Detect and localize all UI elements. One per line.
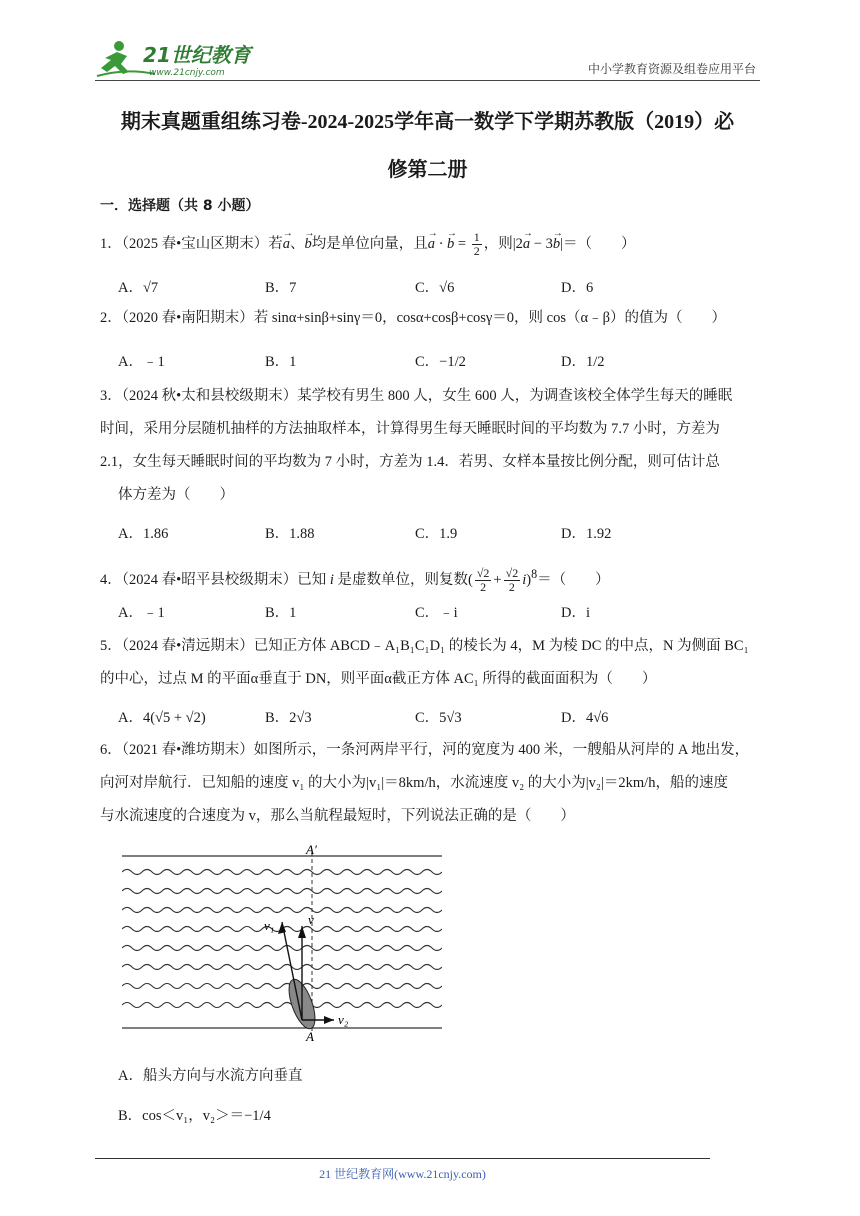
q2-option-c[interactable]: C．−1/2 — [415, 354, 466, 370]
river-diagram — [122, 842, 442, 1042]
label-a: A — [306, 1029, 314, 1042]
q5-line-2: 的中心，过点 M 的平面α垂直于 DN，则平面α截正方体 AC₁ 所得的截面面积为（ ） — [100, 671, 657, 687]
question-3 — [100, 380, 760, 512]
q4-stem-end: ＝（ ） — [537, 571, 610, 588]
q1-option-d[interactable]: D．6 — [561, 280, 594, 296]
fraction-half: $\frac{1}{2}$ — [473, 230, 480, 259]
wave-line — [122, 946, 442, 951]
wave-line — [122, 870, 442, 875]
wave-line — [122, 965, 442, 970]
q1-option-b[interactable]: B．7 — [265, 280, 297, 296]
page-title-line2: 修第二册 — [387, 159, 468, 181]
question-6 — [100, 734, 760, 833]
q6-option-a[interactable]: A．船头方向与水流方向垂直 — [118, 1068, 303, 1084]
q1-option-c[interactable]: C．√6 — [415, 280, 455, 296]
q6-option-b[interactable]: B．cos＜v₁，v₂＞＝−1/4 — [118, 1108, 271, 1124]
q1-option-a[interactable]: A．√7 — [118, 280, 159, 296]
label-v1: v₁ — [264, 918, 275, 933]
site-logo — [95, 38, 265, 82]
footer-divider — [95, 1158, 710, 1159]
question-4: 4．（2024 春•昭平县校级期末）已知 i 是虚数单位，则复数( $\frac{√2}{2}$ + $\frac{√2}{2}$ i)$^8$＝（ ） — [100, 566, 610, 594]
q2-option-b[interactable]: B．1 — [265, 354, 297, 370]
q6-line-1: 6．（2021 春•潍坊期末）如图所示，一条河两岸平行，河的宽度为 400 米，一艘船从河岸的 A 地出发， — [100, 742, 750, 758]
wave-line — [122, 984, 442, 989]
q5-option-c[interactable]: C．5√3 — [415, 710, 462, 726]
q5-options — [118, 706, 718, 730]
svg-text:21世纪教育: 21世纪教育 — [143, 43, 251, 67]
page-header — [95, 38, 760, 82]
q2-options — [118, 350, 718, 374]
q1-stem-mid: 均是单位向量，且 — [311, 236, 428, 252]
wave-line — [122, 1003, 442, 1008]
water-waves — [122, 870, 442, 1008]
q5-option-a[interactable]: A．4(√5 + √2) — [118, 710, 206, 726]
q6-option-a-row — [118, 1064, 718, 1088]
q1-stem-pre: 1．（2025 春•宝山区期末）若 — [100, 236, 283, 252]
q5-option-b[interactable]: B．2√3 — [265, 710, 312, 726]
svg-text:www.21cnjy.com: www.21cnjy.com — [149, 68, 225, 78]
q3-options — [118, 522, 718, 546]
label-a-prime: A′ — [306, 842, 317, 857]
q3-option-b[interactable]: B．1.88 — [265, 526, 315, 542]
question-2: 2．（2020 春•南阳期末）若 sinα+sinβ+sinγ＝0，cosα+cosβ+cosγ＝0，则 cos（α﹣β）的值为（ ） — [100, 310, 726, 326]
q4-stem-pre: 4．（2024 春•昭平县校级期末）已知 — [100, 571, 330, 588]
question-5 — [100, 630, 760, 696]
section-heading: 一．选择题（共 8 小题） — [100, 198, 260, 214]
q4-option-d[interactable]: D．i — [561, 605, 590, 621]
page-title-line1: 期末真题重组练习卷-2024-2025学年高一数学下学期苏教版（2019）必 — [120, 111, 735, 133]
vec-b: → b — [304, 228, 311, 261]
q4-stem-post: 是虚数单位，则复数 — [333, 571, 468, 588]
header-divider — [95, 80, 760, 81]
q4-option-c[interactable]: C．﹣i — [415, 605, 458, 621]
wave-line — [122, 908, 442, 913]
q3-option-c[interactable]: C．1.9 — [415, 526, 458, 542]
q1-options — [118, 276, 718, 300]
q5-line-1: 5．（2024 春•清远期末）已知正方体 ABCD﹣A₁B₁C₁D₁ 的棱长为 4，M 为棱 DC 的中点，N 为侧面 BC₁ — [100, 638, 749, 654]
q3-line-3: 2.1，女生每天睡眠时间的平均数为 7 小时，方差为 1.4．若男、女样本量按比例分配，则可估计总 — [100, 454, 720, 470]
q3-option-a[interactable]: A．1.86 — [118, 526, 169, 542]
q2-option-a[interactable]: A．﹣1 — [118, 354, 165, 370]
wave-line — [122, 889, 442, 894]
q4-options — [118, 601, 718, 625]
label-v: v — [308, 912, 314, 927]
q3-line-4: 体方差为（ ） — [118, 487, 234, 503]
q6-line-3: 与水流速度的合速度为 v，那么当航程最短时，下列说法正确的是（ ） — [100, 808, 575, 824]
q3-option-d[interactable]: D．1.92 — [561, 526, 612, 542]
q2-option-d[interactable]: D．1/2 — [561, 354, 605, 370]
q3-line-1: 3．（2024 秋•太和县校级期末）某学校有男生 800 人，女生 600 人，为调查该校全体学生每天的睡眠 — [100, 388, 733, 404]
q5-option-d[interactable]: D．4√6 — [561, 710, 609, 726]
q4-option-a[interactable]: A．﹣1 — [118, 605, 165, 621]
q1-stem-end: ＝（ ） — [562, 236, 636, 252]
q3-line-2: 时间，采用分层随机抽样的方法抽取样本，计算得男生每天睡眠时间的平均数为 7.7 小时，方差为 — [100, 421, 720, 437]
q4-option-b[interactable]: B．1 — [265, 605, 297, 621]
q6-option-b-row — [118, 1104, 718, 1128]
page-footer: 21 世纪教育网(www.21cnjy.com) — [319, 1167, 486, 1181]
q6-line-2: 向河对岸航行．已知船的速度 v₁ 的大小为|v₁|＝8km/h，水流速度 v₂ 的大小为|v₂|＝2km/h，船的速度 — [100, 775, 728, 791]
q1-stem-post: ，则 — [483, 236, 513, 252]
label-v2: v₂ — [338, 1012, 349, 1027]
question-1: 1．（2025 春•宝山区期末）若→ a、→ b均是单位向量，且→ a · → b = $\frac{1}{2}$ ，则|2→ a − 3→ b|＝（ ） — [100, 228, 760, 261]
vec-a: → a — [283, 228, 290, 261]
platform-name: 中小学教育资源及组卷应用平台 — [587, 62, 756, 76]
